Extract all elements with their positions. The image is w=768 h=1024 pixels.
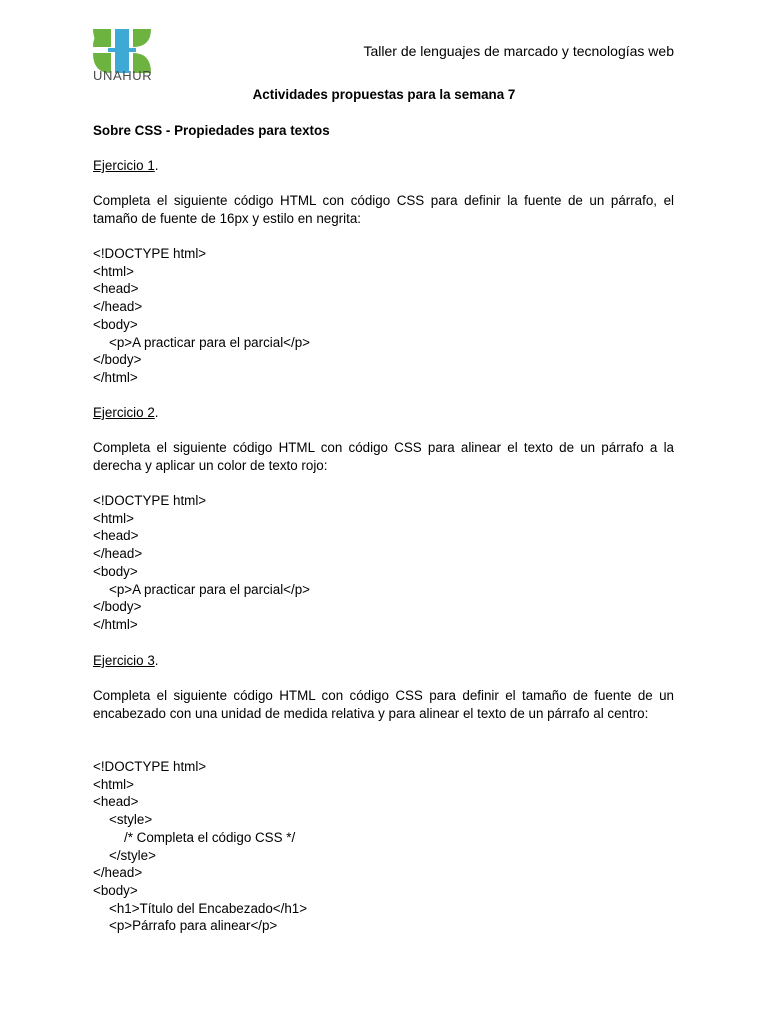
code-line: <p>A practicar para el parcial</p> xyxy=(109,581,310,597)
course-title: Taller de lenguajes de marcado y tecnologías web xyxy=(363,43,674,59)
code-line: <style> xyxy=(109,812,153,828)
code-line: </head> xyxy=(93,546,143,562)
code-line: <body> xyxy=(93,563,138,579)
code-line: <head> xyxy=(93,794,139,810)
code-line: <html> xyxy=(93,263,134,279)
code-line: <p>Párrafo para alinear</p> xyxy=(109,918,278,934)
code-line: <html> xyxy=(93,776,134,792)
code-line: </head> xyxy=(93,299,143,315)
exercise-label: Ejercicio 3 xyxy=(93,653,155,668)
code-line: <!DOCTYPE html> xyxy=(93,493,207,508)
exercise-1-code xyxy=(93,245,674,387)
code-line: </html> xyxy=(93,369,138,385)
exercise-2-code xyxy=(93,492,674,634)
code-line: <head> xyxy=(93,281,139,297)
page-title: Actividades propuestas para la semana 7 xyxy=(252,87,516,102)
code-line: <html> xyxy=(93,510,134,526)
exercise-2-label: Ejercicio 2. xyxy=(93,405,159,420)
logo-text: UNAHUR xyxy=(93,68,153,83)
code-line: </head> xyxy=(93,865,143,881)
code-line: <!DOCTYPE html> xyxy=(93,759,207,774)
code-line: </body> xyxy=(93,599,142,615)
code-line: <!DOCTYPE html> xyxy=(93,246,207,261)
code-line: <body> xyxy=(93,882,138,898)
code-line: /* Completa el código CSS */ xyxy=(124,829,296,845)
code-line: <p>A practicar para el parcial</p> xyxy=(109,334,310,350)
exercise-3-code xyxy=(93,758,674,935)
exercise-label: Ejercicio 1 xyxy=(93,158,155,173)
exercise-3-description: Completa el siguiente código HTML con código CSS para definir el tamaño de fuente de un encabezado con una unidad de medida relativa y para alinear el texto de un párrafo al centro: xyxy=(93,688,674,721)
exercise-2-description: Completa el siguiente código HTML con código CSS para alinear el texto de un párrafo a la derecha y aplicar un color de texto rojo: xyxy=(93,440,674,473)
code-line: </body> xyxy=(93,352,142,368)
code-line: <h1>Título del Encabezado</h1> xyxy=(109,900,308,916)
exercise-label: Ejercicio 2 xyxy=(93,405,155,420)
code-line: <body> xyxy=(93,316,138,332)
exercise-1-description: Completa el siguiente código HTML con código CSS para definir la fuente de un párrafo, el tamaño de fuente de 16px y estilo en negrita: xyxy=(93,193,674,226)
exercise-1-label: Ejercicio 1. xyxy=(93,158,159,173)
code-line: </html> xyxy=(93,616,138,632)
section-title: Sobre CSS - Propiedades para textos xyxy=(93,123,330,138)
code-line: <head> xyxy=(93,528,139,544)
code-line: </style> xyxy=(109,847,156,863)
exercise-3-label: Ejercicio 3. xyxy=(93,653,159,668)
